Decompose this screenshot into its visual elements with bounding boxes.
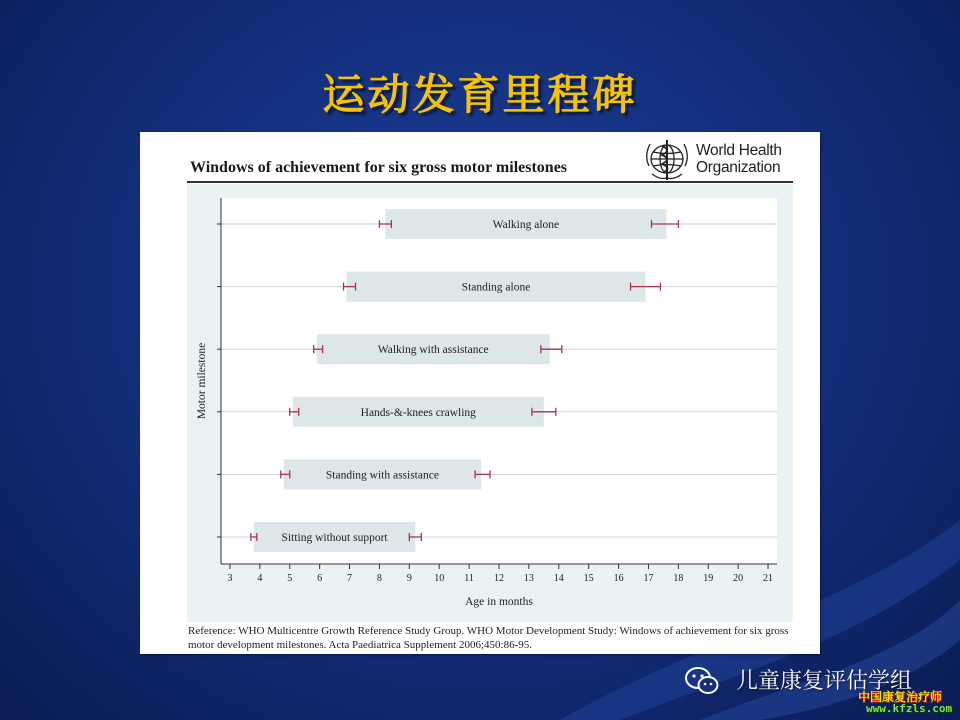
x-axis-label: Age in months — [465, 596, 533, 608]
bar-label: Walking with assistance — [377, 344, 489, 357]
who-name-line2: Organization — [696, 159, 781, 176]
reference-note: Reference: WHO Multicentre Growth Reference Study Group. WHO Motor Development Study: Windows of achievement for six gross motor development milestones. Acta Paediatrica Supplement 2006;450:86-95. — [188, 625, 789, 651]
milestone-chart — [187, 184, 793, 622]
x-tick-label: 8 — [376, 573, 382, 584]
x-tick-label: 12 — [494, 573, 504, 584]
x-tick-label: 16 — [613, 573, 624, 584]
wechat-icon — [685, 666, 719, 696]
bar-label: Sitting without support — [281, 532, 388, 544]
chart-panel — [140, 132, 820, 654]
x-tick-label: 19 — [703, 573, 714, 584]
plot-frame — [221, 198, 777, 564]
x-tick-label: 4 — [257, 573, 263, 584]
account-name: 儿童康复评估学组 — [736, 669, 913, 694]
who-wordmark — [696, 142, 782, 176]
x-tick-label: 17 — [643, 573, 654, 584]
x-tick-label: 10 — [434, 573, 445, 584]
x-tick-label: 6 — [317, 573, 323, 584]
x-tick-label: 18 — [673, 573, 684, 584]
watermark — [680, 660, 960, 720]
x-tick-label: 20 — [733, 573, 744, 584]
who-name-line1: World Health — [696, 142, 782, 159]
bar-label: Hands-&-knees crawling — [360, 406, 476, 419]
x-tick-label: 15 — [583, 573, 594, 584]
title-rule — [187, 181, 793, 183]
x-tick-label: 14 — [553, 573, 564, 584]
site-name: 中国康复治疗师 — [858, 690, 943, 704]
chart-title: Windows of achievement for six gross motor milestones — [190, 159, 568, 176]
site-url: www.kfzls.com — [866, 702, 953, 715]
bar-label: Standing alone — [461, 281, 531, 294]
x-tick-label: 7 — [347, 573, 353, 584]
x-tick-label: 3 — [227, 573, 233, 584]
who-emblem-icon — [640, 136, 694, 184]
bar-label: Walking alone — [492, 219, 560, 231]
x-tick-label: 9 — [406, 573, 412, 584]
bar-label: Standing with assistance — [325, 469, 439, 482]
y-axis-label: Motor milestone — [196, 342, 208, 420]
slide-title: 运动发育里程碑 — [322, 70, 638, 119]
x-tick-label: 13 — [523, 573, 534, 584]
x-tick-label: 11 — [464, 573, 474, 584]
x-tick-label: 5 — [287, 573, 293, 584]
x-tick-label: 21 — [763, 573, 774, 584]
